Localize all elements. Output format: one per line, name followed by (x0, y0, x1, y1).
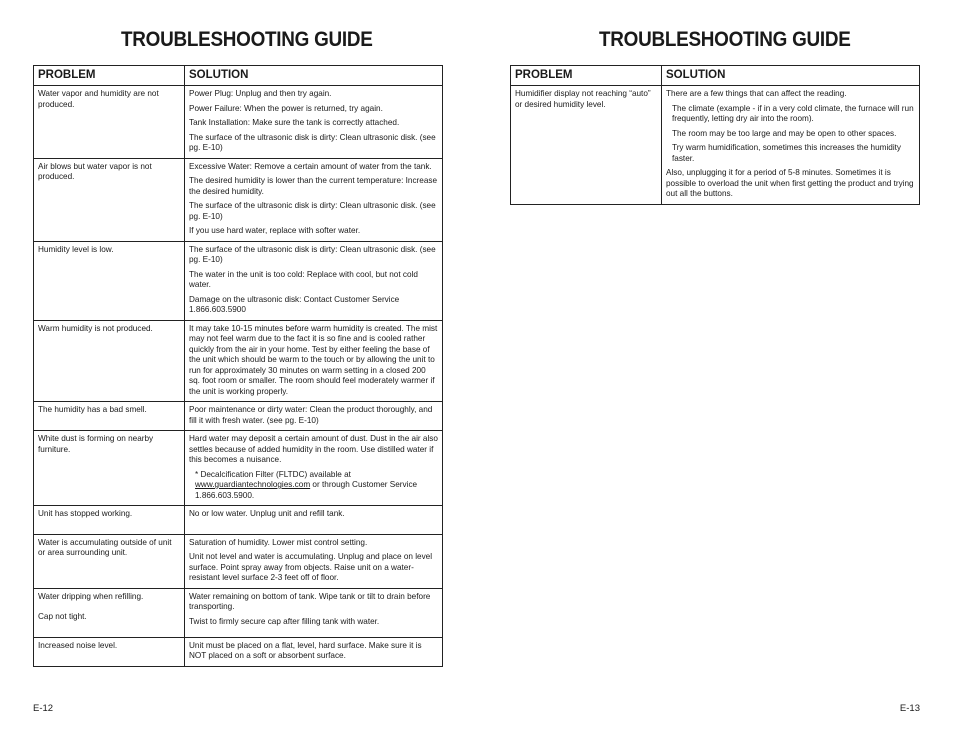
problem-text: Humidifier display not reaching “auto” or desired humidity level. (515, 89, 651, 109)
solution-text: The desired humidity is lower than the current temperature: Increase the desired humidity. (189, 176, 438, 196)
solution-text: Damage on the ultrasonic disk: Contact Customer Service 1.866.603.5900 (189, 294, 400, 314)
solution-text: Unit must be placed on a flat, level, hard surface. Make sure it is NOT placed on a soft or absorbent surface. (189, 640, 422, 660)
table-row (34, 320, 443, 402)
solution-cell (185, 637, 443, 666)
website-link[interactable]: www.guardiantechnologies.com (195, 480, 311, 489)
solution-text: Water remaining on bottom of tank. Wipe tank or tilt to drain before transporting. (189, 591, 431, 611)
problem-text: Warm humidity is not produced. (38, 323, 153, 333)
solution-text: Hard water may deposit a certain amount of dust. Dust in the air also settles because of added humidity in the room. Use distilled water if this becomes a nuisance. (189, 434, 438, 464)
solution-cell (185, 402, 443, 431)
solution-text: It may take 10-15 minutes before warm humidity is created. The mist may not feel warm due to the fact it is so fine and is cooled rather quickly from the air in your home. Test by either feeling the base of the unit which should be warm to the touch or by allowing the unit to run for approximately 30 minutes on warm setting in a closed 200 sq. foot room or smaller. The room should feel moderately warmer if the unit is working properly. (189, 323, 438, 396)
table-row (34, 241, 443, 320)
solution-text: If you use hard water, replace with softer water. (189, 226, 361, 235)
problem-cell (34, 402, 185, 431)
solution-item: Try warm humidification, sometimes this increases the humidity faster. (672, 143, 902, 163)
table-row (34, 588, 443, 637)
problem-text: Cap not tight. (38, 612, 87, 621)
solution-header: SOLUTION (662, 66, 920, 86)
problem-cell (511, 86, 662, 205)
problem-text: Water is accumulating outside of unit or area surrounding unit. (38, 537, 172, 557)
table-header-row (34, 66, 443, 86)
problem-cell (34, 637, 185, 666)
solution-item: The climate (example - if in a very cold climate, the furnace will run frequently, letting dry air into the room). (672, 103, 914, 123)
solution-text: Twist to firmly secure cap after filling tank with water. (189, 616, 380, 626)
solution-intro: There are a few things that can affect the reading. (666, 89, 847, 98)
problem-cell (34, 86, 185, 159)
solution-header: SOLUTION (185, 66, 443, 86)
table-row (34, 506, 443, 535)
problem-text: Water dripping when refilling. (38, 591, 144, 601)
solution-item: The room may be too large and may be open to other spaces. (672, 128, 897, 138)
solution-cell (185, 158, 443, 241)
problem-text: Air blows but water vapor is not produced. (38, 161, 152, 181)
table-row (34, 86, 443, 159)
solution-text: Poor maintenance or dirty water: Clean the product thoroughly, and fill it with fresh water. (see pg. E-10) (189, 405, 433, 425)
table-row (34, 431, 443, 506)
table-row (34, 402, 443, 431)
solution-cell (185, 241, 443, 320)
troubleshooting-table (33, 65, 443, 667)
problem-cell (34, 320, 185, 402)
solution-cell (662, 86, 920, 205)
solution-text: The surface of the ultrasonic disk is dirty: Clean ultrasonic disk. (see pg. E-10) (189, 132, 436, 152)
table-row (34, 637, 443, 666)
problem-cell (34, 588, 185, 637)
solution-text: The water in the unit is too cold: Replace with cool, but not cold water. (189, 269, 418, 289)
problem-text: White dust is forming on nearby furniture. (38, 434, 154, 454)
problem-cell (34, 241, 185, 320)
problem-header: PROBLEM (34, 66, 185, 86)
table-header-row (511, 66, 920, 86)
solution-outro: Also, unplugging it for a period of 5-8 minutes. Sometimes it is possible to overload the unit when first getting the product and trying out all the buttons. (666, 168, 914, 198)
solution-cell (185, 320, 443, 402)
solution-text: Saturation of humidity. Lower mist control setting. (189, 537, 368, 547)
page-title: TROUBLESHOOTING GUIDE (599, 28, 851, 51)
solution-cell (185, 534, 443, 588)
table-row (34, 534, 443, 588)
problem-cell (34, 506, 185, 535)
filter-note (189, 470, 438, 502)
problem-text: Water vapor and humidity are not produced. (38, 89, 159, 109)
table-row (34, 158, 443, 241)
solution-text: Excessive Water: Remove a certain amount of water from the tank. (189, 161, 432, 171)
problem-cell (34, 431, 185, 506)
troubleshooting-table (510, 65, 920, 205)
solution-cell (185, 86, 443, 159)
problem-text: Unit has stopped working. (38, 509, 133, 518)
solution-text: No or low water. Unplug unit and refill tank. (189, 509, 345, 518)
page-number: E-13 (899, 703, 920, 714)
note-prefix: * Decalcification Filter (FLTDC) available at (195, 469, 351, 479)
table-row (511, 86, 920, 205)
page-title: TROUBLESHOOTING GUIDE (121, 28, 373, 51)
problem-text: Humidity level is low. (38, 244, 114, 254)
table-body (34, 86, 443, 667)
problem-cell (34, 158, 185, 241)
solution-cell (185, 588, 443, 637)
solution-cell (185, 506, 443, 535)
solution-text: Power Plug: Unplug and then try again. (189, 89, 332, 98)
problem-text: The humidity has a bad smell. (38, 405, 147, 414)
problem-header: PROBLEM (511, 66, 662, 86)
solution-cell (185, 431, 443, 506)
solution-text: The surface of the ultrasonic disk is dirty: Clean ultrasonic disk. (see pg. E-10) (189, 201, 436, 221)
solution-text: The surface of the ultrasonic disk is dirty: Clean ultrasonic disk. (see pg. E-10) (189, 244, 436, 264)
solution-text: Power Failure: When the power is returned, try again. (189, 103, 383, 113)
problem-text: Increased noise level. (38, 640, 118, 650)
solution-text: Unit not level and water is accumulating. Unplug and place on level surface. Point spray away from objects. Raise unit on a water-resistant level surface 2-3 feet off of floor. (189, 552, 433, 582)
page-number: E-12 (33, 703, 54, 714)
solution-text: Tank Installation: Make sure the tank is correctly attached. (189, 118, 400, 127)
problem-cell (34, 534, 185, 588)
note-suffix: or through Customer Service 1.866.603.5900. (195, 480, 418, 500)
